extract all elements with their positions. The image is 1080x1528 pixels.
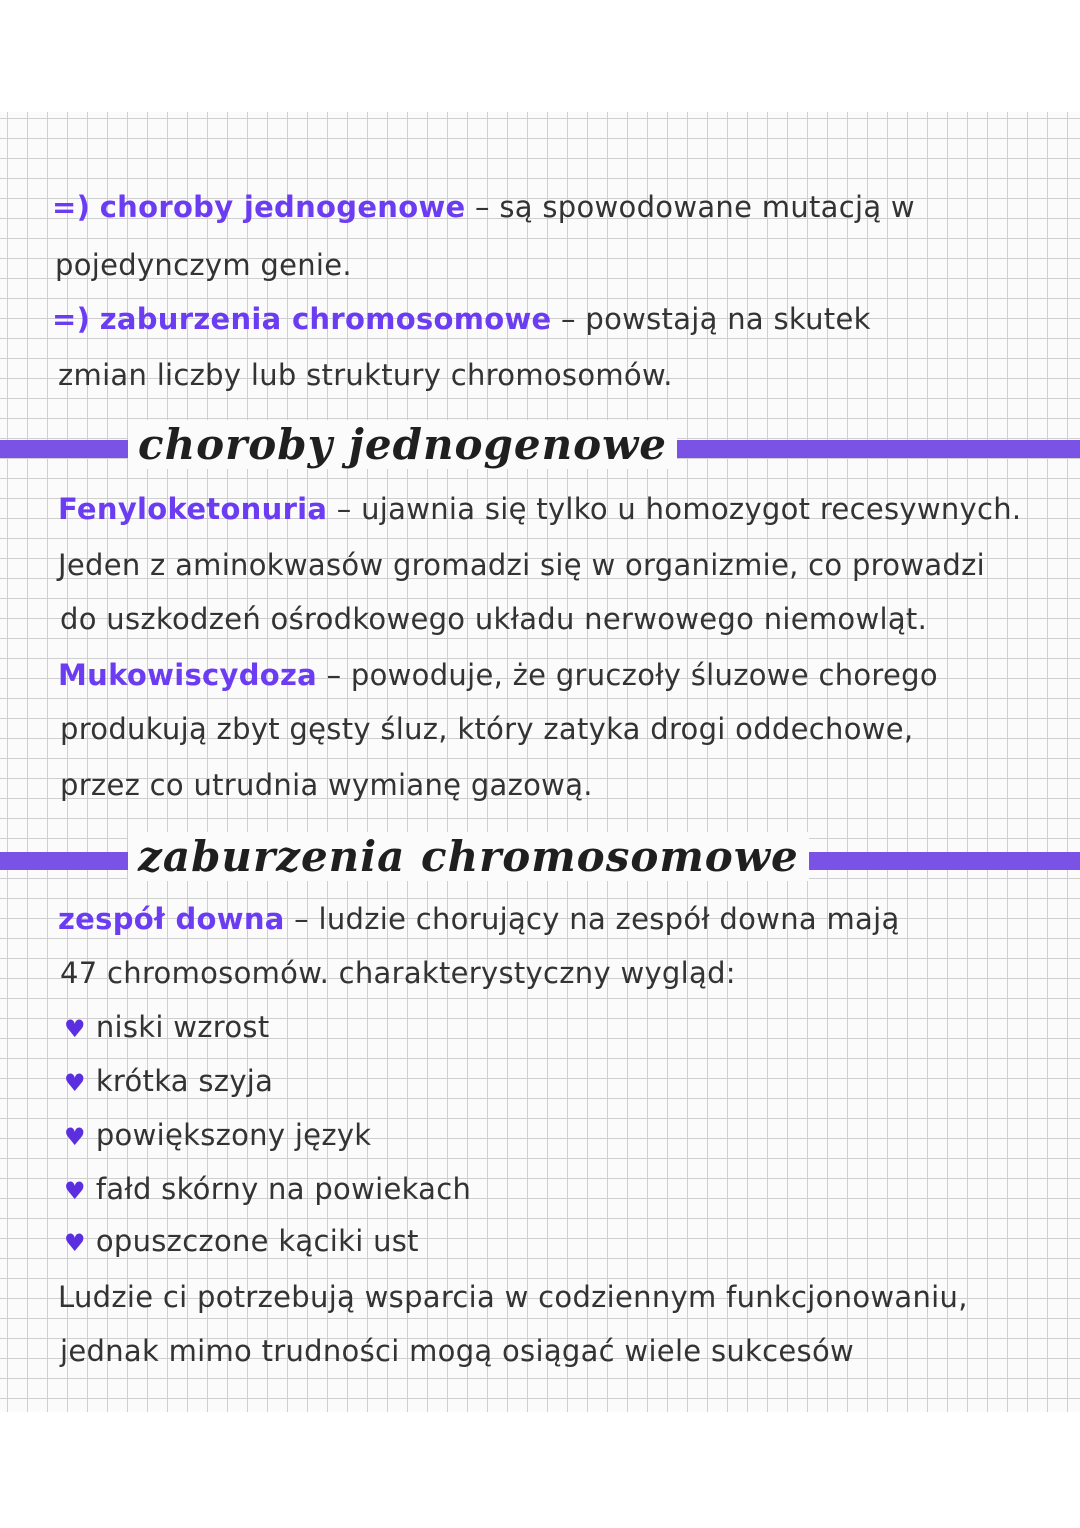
term-zaburzenia-chromosomowe: zaburzenia chromosomowe	[99, 302, 552, 336]
entry-text: – ludzie chorujący na zespół downa mają	[284, 902, 900, 936]
definition-text: – powstają na skutek	[551, 302, 871, 336]
heart-icon: ♥	[64, 1015, 86, 1043]
heart-icon: ♥	[64, 1123, 86, 1151]
list-item	[64, 1118, 371, 1152]
intro-item-1-cont: pojedynczym genie.	[55, 248, 352, 282]
entry-text: do uszkodzeń ośrodkowego układu nerwowego niemowląt.	[60, 602, 928, 636]
heart-icon: ♥	[64, 1069, 86, 1097]
list-item	[64, 1224, 419, 1258]
list-item-text: opuszczone kąciki ust	[95, 1224, 419, 1258]
list-item-text: powiększony język	[95, 1118, 372, 1152]
entry-text: 47 chromosomów. charakterystyczny wygląd:	[60, 956, 736, 990]
arrow-marker: =)	[52, 302, 91, 336]
term-zespol-downa: zespół downa	[58, 902, 285, 936]
entry-text: – powoduje, że gruczoły śluzowe chorego	[317, 658, 938, 692]
entry-text: – ujawnia się tylko u homozygot recesywnych.	[327, 492, 1022, 526]
entry-zespol-downa	[58, 902, 900, 936]
intro-item-1	[52, 190, 915, 224]
heart-icon: ♥	[64, 1229, 86, 1257]
intro-item-2	[52, 302, 871, 336]
list-item-text: fałd skórny na powiekach	[95, 1172, 472, 1206]
heart-icon: ♥	[64, 1177, 86, 1205]
entry-text: produkują zbyt gęsty śluz, który zatyka drogi oddechowe,	[60, 712, 914, 746]
term-choroby-jednogenowe: choroby jednogenowe	[99, 190, 466, 224]
list-item	[64, 1172, 471, 1206]
list-item-text: krótka szyja	[95, 1064, 274, 1098]
section-heading-zaburzenia-chromosomowe: zaburzenia chromosomowe	[128, 832, 809, 881]
list-item	[64, 1064, 273, 1098]
intro-item-2-cont: zmian liczby lub struktury chromosomów.	[58, 358, 673, 392]
term-fenyloketonuria: Fenyloketonuria	[58, 492, 328, 526]
entry-text: Jeden z aminokwasów gromadzi się w organizmie, co prowadzi	[58, 548, 985, 582]
section-heading-choroby-jednogenowe: choroby jednogenowe	[128, 420, 677, 469]
list-item-text: niski wzrost	[95, 1010, 270, 1044]
closing-text: Ludzie ci potrzebują wsparcia w codziennym funkcjonowaniu,	[58, 1280, 968, 1314]
term-mukowiscydoza: Mukowiscydoza	[58, 658, 318, 692]
entry-fenyloketonuria	[58, 492, 1021, 526]
arrow-marker: =)	[52, 190, 91, 224]
definition-text: – są spowodowane mutacją w	[465, 190, 915, 224]
list-item	[64, 1010, 270, 1044]
entry-text: przez co utrudnia wymianę gazową.	[60, 768, 593, 802]
entry-mukowiscydoza	[58, 658, 938, 692]
closing-text: jednak mimo trudności mogą osiągać wiele sukcesów	[60, 1334, 855, 1368]
